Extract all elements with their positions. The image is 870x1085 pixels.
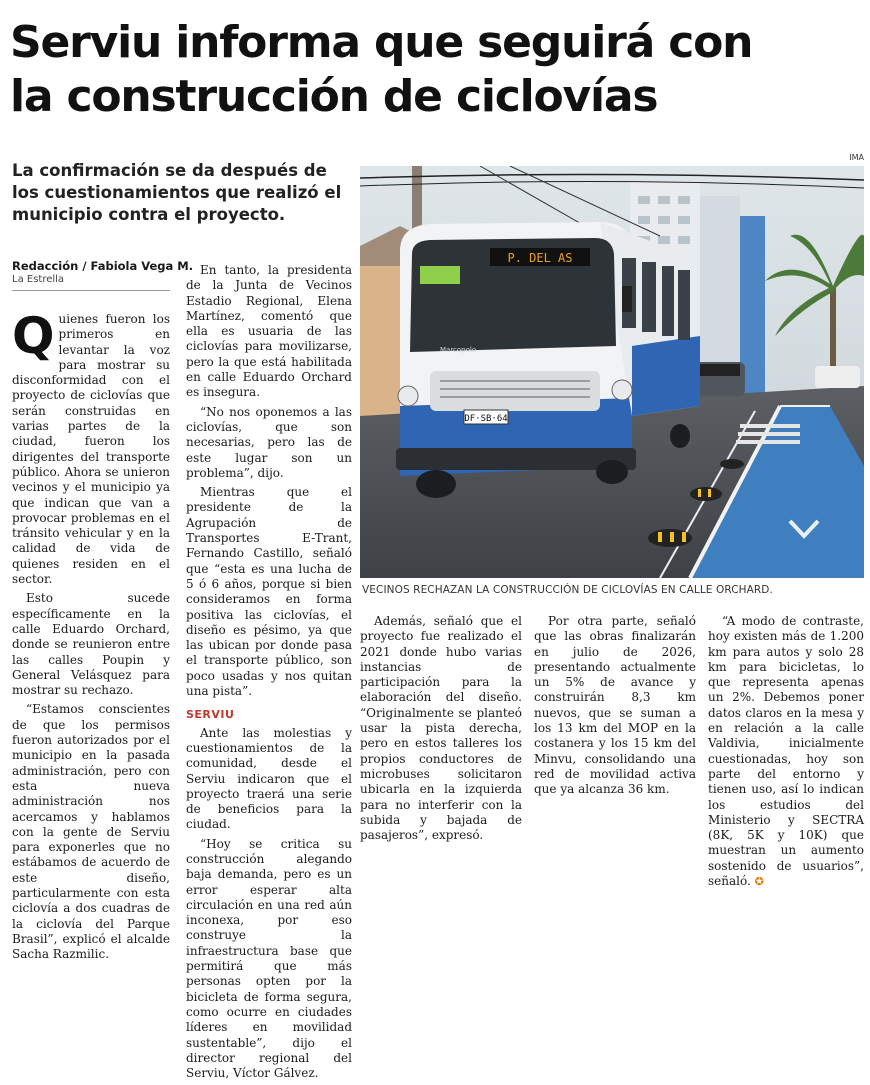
paragraph-10: Por otra parte, señaló que las obras finalizarán en julio de 2026, presentando actualmente un 5% de avance y construirán 8,3 km nuevos, que se suman a los 13 km del MOP en la costanera y los 15 km del Minvu, consolidando una red de movilidad activa que ya alcanza 36 km. — [534, 614, 696, 797]
paragraph-intro — [12, 307, 170, 587]
bus-route-sign: P. DEL AS — [507, 251, 573, 265]
paragraph-8: “Hoy se critica su construcción alegando baja demanda, pero es un error esperar alta circulación en una red aún inconexa, por eso construye la infraestructura base que permitirá que más personas opten por la bicicleta de forma segura, como ocurre en ciudades líderes en movilidad sustentable”, dijo el director regional del Serviu, Víctor Gálvez. — [186, 836, 352, 1081]
headline-line-1: Serviu informa que seguirá con — [10, 17, 753, 68]
drop-cap: Q — [12, 307, 55, 365]
end-of-article-icon: ✪ — [754, 875, 764, 889]
column-1 — [12, 307, 170, 966]
photo-credit: IMA — [849, 153, 864, 162]
paragraph-7: Ante las molestias y cuestionamientos de la comunidad, desde el Serviu indicaron que el proyecto traerá una serie de beneficios para la ciudad. — [186, 725, 352, 832]
headline-line-2: la construcción de ciclovías — [10, 71, 658, 122]
bus-photo-illustration — [360, 166, 864, 578]
column-5 — [708, 614, 864, 893]
bus-license-plate: DF·SB·64 — [464, 414, 508, 424]
paragraph-11-text: “A modo de contraste, hoy existen más de 1.200 km para autos y solo 28 km para bicicletas, lo que representa apenas un 2%. Debemos poner datos claros en la mesa y en relación a la calle Valdivia, inicialmente cuestionadas, hoy son parte del entorno y tienen uso, así lo indican los estudios del Ministerio y SECTRA (8K, 5K y 10K) que muestran un aumento sostenido de usuarios”, señaló. — [708, 614, 864, 889]
subheadline: La confirmación se da después de los cuestionamientos que realizó el municipio contra el proyecto. — [12, 161, 342, 224]
column-2 — [186, 263, 352, 1085]
byline-author: Redacción / Fabiola Vega M. — [12, 259, 194, 273]
paragraph-3: “Estamos conscientes de que los permisos fueron autorizados por el municipio en la pasada administración, pero con esta nueva administración nos acercamos y hablamos con la gente de Serviu para exponerles que no estábamos de acuerdo de este diseño, particularmente con esta ciclovía a dos cuadras de la ciclovía del Parque Brasil”, explicó el alcalde Sacha Razmilic. — [12, 702, 170, 962]
column-4 — [534, 614, 696, 802]
paragraph-11 — [708, 614, 864, 889]
column-3 — [360, 614, 522, 847]
paragraph-5: “No nos oponemos a las ciclovías, que son necesarias, pero las de este lugar son un problema”, dijo. — [186, 404, 352, 480]
photo-caption: VECINOS RECHAZAN LA CONSTRUCCIÓN DE CICLOVÍAS EN CALLE ORCHARD. — [362, 584, 773, 596]
bus-brand: Marcopolo — [440, 346, 477, 354]
byline-divider — [12, 290, 170, 291]
paragraph-1-text: uienes fueron los primeros en levantar la voz para mostrar su disconformidad con el proyecto de ciclovías que serán construidas en varias partes de la ciudad, fueron los dirigentes del transporte público. Ahora se unieron vecinos y el municipio ya que indican que van a provocar problemas en el tránsito vehicular y en la calidad de vida de quienes residen en el sector. — [12, 312, 170, 587]
paragraph-6: Mientras que el presidente de la Agrupación de Transportes E-Trant, Fernando Castillo, señaló que “esta es una lucha de 5 ó 6 años, porque si bien consideramos en forma positiva las ciclovías, el diseño es pésimo, ya que las ubican por donde pasa el transporte público, son poco usadas y nos quitan una pista”. — [186, 485, 352, 699]
headline — [10, 16, 860, 124]
section-heading-serviu: SERVIU — [186, 708, 235, 722]
article-photo — [360, 166, 864, 578]
byline-outlet: La Estrella — [12, 274, 65, 285]
paragraph-4: En tanto, la presidenta de la Junta de Vecinos Estadio Regional, Elena Martínez, comentó que ella es usuaria de las ciclovías para movilizarse, pero la que está habilitada en calle Eduardo Orchard es insegura. — [186, 263, 352, 400]
paragraph-9: Además, señaló que el proyecto fue realizado el 2021 donde hubo varias instancias de participación para la elaboración del diseño. “Originalmente se planteó usar la pista derecha, pero en estos talleres los propios conductores de microbuses solicitaron ubicarla en la izquierda para no interferir con la subida y bajada de pasajeros”, expresó. — [360, 614, 522, 843]
byline — [12, 259, 194, 287]
paragraph-2: Esto sucede específicamente en la calle Eduardo Orchard, donde se reunieron entre las calles Poupin y General Velásquez para mostrar su rechazo. — [12, 591, 170, 698]
